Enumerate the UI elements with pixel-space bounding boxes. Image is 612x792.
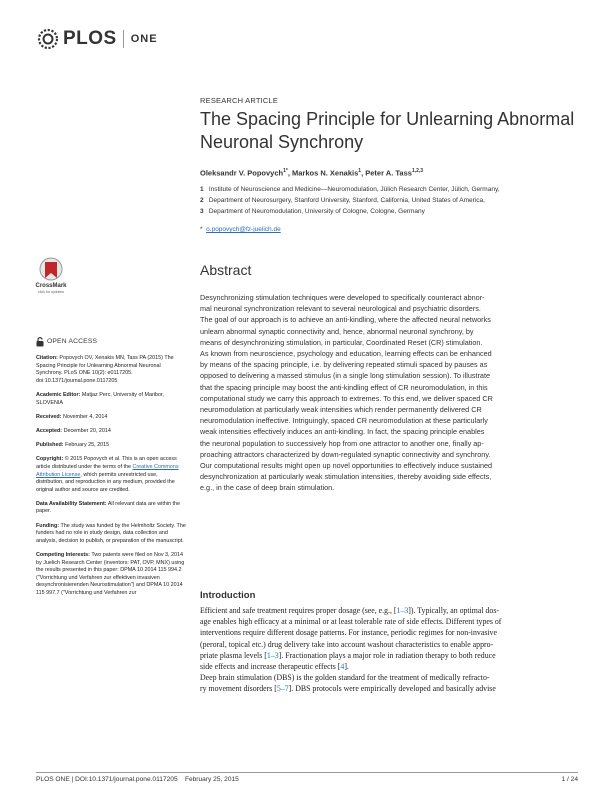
- abstract-body: [200, 292, 578, 494]
- published-block: [36, 442, 186, 450]
- introduction-body: [200, 605, 578, 695]
- introduction-paragraph: [200, 672, 578, 694]
- crossmark-sublabel: click for updates: [38, 290, 64, 294]
- crossmark-badge[interactable]: [34, 256, 68, 296]
- reference-link[interactable]: 4: [340, 662, 345, 672]
- introduction-line: [200, 650, 578, 661]
- accepted-label: Accepted:: [36, 427, 63, 434]
- competing-interests-text: Two patents were filed on Nov 3, 2014 by Juelich Research Center (inventors: PAT, OVP, MNX) using the results presented in this paper: DPMA 10 2014 115 994.2 ("Vorrichtung und Verfahren zur effektiven invasiven desynchronisierenden Neurostimulation") and DPMA 10 2014 115 997.7 ("Vorrichtung und Verfahren zur: [36, 552, 185, 596]
- introduction-text: interventions require different dosage patterns. For instance, periodic regimes for non-invasive: [200, 628, 497, 638]
- unlock-icon: [36, 337, 44, 347]
- affiliation: [200, 186, 500, 193]
- abstract-line: that the spacing principle may boost the anti-kindling effect of CR neuromodulation, in this: [200, 382, 488, 392]
- corresponding-mark: *: [285, 168, 288, 174]
- abstract-line: The goal of our approach is to achieve an anti-kindling, where the affected neural networks: [200, 315, 491, 325]
- competing-interests-label: Competing Interests:: [36, 552, 90, 559]
- funding-text: The study was funded by the Helmholtz Society. The funders had no role in study design, data collection and analysis, decision to publish, or preparation of the manuscript.: [36, 522, 186, 544]
- abstract-line: neuromodulation at particularly weak intensities which render permanently delivered CR: [200, 405, 482, 415]
- editor-label: Academic Editor:: [36, 391, 81, 398]
- introduction-text: Deep brain stimulation (DBS) is the golden standard for the treatment of medically refracto-: [200, 673, 490, 683]
- introduction-line: [200, 683, 578, 694]
- reference-link[interactable]: 5–7: [276, 684, 289, 694]
- footer-citation: PLOS ONE | DOI:10.1371/journal.pone.0117205 February 25, 2015: [36, 776, 239, 783]
- affiliation-text: Department of Neurosurgery, Stanford University, Stanford, California, United States of America,: [208, 197, 485, 204]
- editor-text: Matjaz Perc, University of Maribor, SLOVENIA: [36, 391, 164, 406]
- affiliation-number: 1: [200, 186, 204, 193]
- brand-name: PLOS: [63, 28, 117, 49]
- funding-label: Funding:: [36, 522, 60, 529]
- affiliation-number: 3: [200, 208, 204, 215]
- page-number: 1 / 24: [561, 776, 578, 783]
- data-availability-text: All relevant data are within the paper.: [36, 500, 181, 515]
- copyright-text-end: , which permits unrestricted use, distribution, and reproduction in any medium, provided the original author and source are credited.: [36, 471, 175, 493]
- author-list: Oleksandr V. Popovych$^{1*}$, Markos N. Xenakis$^1$, Peter A. Tass$^{1,2,3}$: [200, 168, 424, 178]
- abstract-line: Desynchronizing stimulation techniques were developed to specifically counteract abnor-: [200, 293, 485, 302]
- abstract-line: neuromodulation ineffective. Intriguingly, spaced CR neuromodulation at these particularly: [200, 416, 488, 426]
- article-title: The Spacing Principle for Unlearning Abnormal Neuronal Synchrony: [200, 109, 575, 152]
- abstract-line: opposed to delivering a massed stimulus (in a single long stimulation session). To illustrate: [200, 371, 491, 381]
- introduction-text: Efficient and safe treatment requires proper dosage (see, e.g., [: [200, 606, 397, 615]
- editor-block: [36, 392, 186, 407]
- logo-divider: [123, 30, 124, 48]
- affiliation-text: Department of Neuromodulation, University of Cologne, Cologne, Germany: [208, 208, 425, 215]
- introduction-text: age enables high efficacy at a minimal or at least tolerable rate of side effects. Different types of: [200, 617, 502, 627]
- citation-block: [36, 355, 186, 385]
- abstract-line: computational study we carry this approach to extremes. To this end, we deliver spaced CR: [200, 393, 493, 403]
- corresponding-email: [200, 226, 281, 233]
- abstract-line: weak intensities effectively induces an anti-kindling. In fact, the spacing principle enables: [200, 427, 485, 437]
- introduction-text: ]. DBS protocols were empirically developed and basically advise: [288, 684, 496, 694]
- introduction-text: ]). Typically, an optimal dos-: [408, 606, 500, 615]
- abstract-line: means of desynchronizing stimulation, in particular, Coordinated Reset (CR) stimulation.: [200, 337, 483, 347]
- introduction-paragraph: [200, 605, 578, 672]
- plos-one-logo[interactable]: [36, 26, 158, 52]
- introduction-text: priate plasma levels [: [200, 650, 267, 660]
- author-affiliation-sup: 1: [283, 168, 286, 174]
- author-affiliation-sup: 1,2,3: [411, 168, 424, 174]
- received-block: [36, 414, 186, 422]
- abstract-line: desynchronization at particularly weak stimulation intensities, thereby avoiding side effects,: [200, 472, 492, 482]
- affiliation-number: 2: [200, 197, 204, 204]
- crossmark-label: CrossMark: [35, 283, 67, 289]
- published-date: February 25, 2015: [65, 442, 110, 449]
- data-availability-block: [36, 501, 186, 516]
- open-access-label: [36, 337, 186, 347]
- abstract-heading: Abstract: [200, 262, 252, 278]
- abstract-line: Our computational results might open up novel opportunities to effectively induce sustained: [200, 461, 493, 471]
- reference-link[interactable]: 1–3: [266, 650, 279, 660]
- received-label: Received:: [36, 413, 62, 420]
- abstract-line: e.g., in the case of deep brain stimulation.: [200, 483, 335, 493]
- copyright-text: © 2015 Popovych et al. This is an open access article distributed under the terms of the: [36, 456, 177, 470]
- author-name[interactable]: Markos N. Xenakis: [292, 168, 359, 178]
- abstract-line: As known from neuroscience, psychology and education, learning effects can be enhanced: [200, 349, 492, 359]
- funding-block: [36, 523, 186, 546]
- abstract-line: the neuronal population to successively hop from one attractor to another one, finally ap-: [200, 438, 484, 448]
- introduction-text: ].: [344, 662, 349, 672]
- abstract-line: mal neuronal synchronization relevant to several neurological and psychiatric disorders.: [200, 304, 481, 314]
- introduction-text: ry movement disorders [: [200, 684, 277, 694]
- citation-text: Popovych OV, Xenakis MN, Tass PA (2015) The Spacing Principle for Unlearning Abnormal Neuronal Synchrony. PLoS ONE 10(2): e0117205. doi:10.1371/journal.pone.0117205: [36, 355, 174, 384]
- accepted-block: [36, 428, 186, 436]
- introduction-text: ]. Fractionation plays a major role in radiation therapy to both reduce: [278, 650, 496, 660]
- accepted-date: December 20, 2014: [63, 427, 111, 434]
- article-info-sidebar: [36, 337, 186, 604]
- introduction-line: [200, 627, 578, 638]
- affiliation-text: Institute of Neuroscience and Medicine—Neuromodulation, Jülich Research Center, Jülich, Germany,: [208, 186, 500, 193]
- introduction-line: [200, 639, 578, 650]
- introduction-line: [200, 672, 578, 683]
- introduction-text: (peroral, topical etc.) drug delivery take into account washout characteristics to enable appro-: [200, 639, 494, 649]
- affiliation: [200, 208, 425, 215]
- abstract-line: proaching attractors characterized by down-regulated synaptic connectivity and synchrony.: [200, 449, 491, 459]
- received-date: November 4, 2014: [62, 413, 108, 420]
- author-name[interactable]: Peter A. Tass: [365, 168, 412, 178]
- abstract-line: unlearn abnormal synaptic connectivity and, hence, abnormal neuronal synchrony, by: [200, 326, 474, 336]
- published-label: Published:: [36, 442, 64, 449]
- footer-divider: [36, 772, 578, 773]
- email-mark: *: [200, 226, 203, 233]
- introduction-line: [200, 661, 578, 672]
- plos-logo-icon: [36, 27, 60, 51]
- affiliation: [200, 197, 485, 204]
- license-link[interactable]: Creative Commons Attribution License: [36, 463, 179, 478]
- data-availability-label: Data Availability Statement:: [36, 500, 107, 507]
- abstract-line: by means of the spacing principle, i.e. by delivering repeated stimuli spaced by pauses as: [200, 360, 488, 370]
- reference-link[interactable]: 1–3: [396, 606, 409, 615]
- author-affiliation-sup: 1: [358, 168, 362, 174]
- introduction-line: [200, 616, 578, 627]
- journal-name: ONE: [130, 33, 158, 45]
- crossmark-icon: [34, 256, 68, 296]
- introduction-text: side effects and increase therapeutic effects [: [200, 662, 341, 672]
- author-name[interactable]: Oleksandr V. Popovych: [200, 168, 284, 178]
- section-label: RESEARCH ARTICLE: [200, 96, 279, 105]
- copyright-label: Copyright:: [36, 456, 64, 463]
- email-link[interactable]: o.popovych@fz-juelich.de: [206, 226, 281, 233]
- competing-interests-block: [36, 552, 186, 598]
- introduction-line: [200, 605, 578, 616]
- open-access-text: OPEN ACCESS: [47, 338, 98, 346]
- copyright-block: [36, 456, 186, 494]
- citation-label: Citation:: [36, 355, 58, 361]
- introduction-heading: Introduction: [200, 590, 256, 601]
